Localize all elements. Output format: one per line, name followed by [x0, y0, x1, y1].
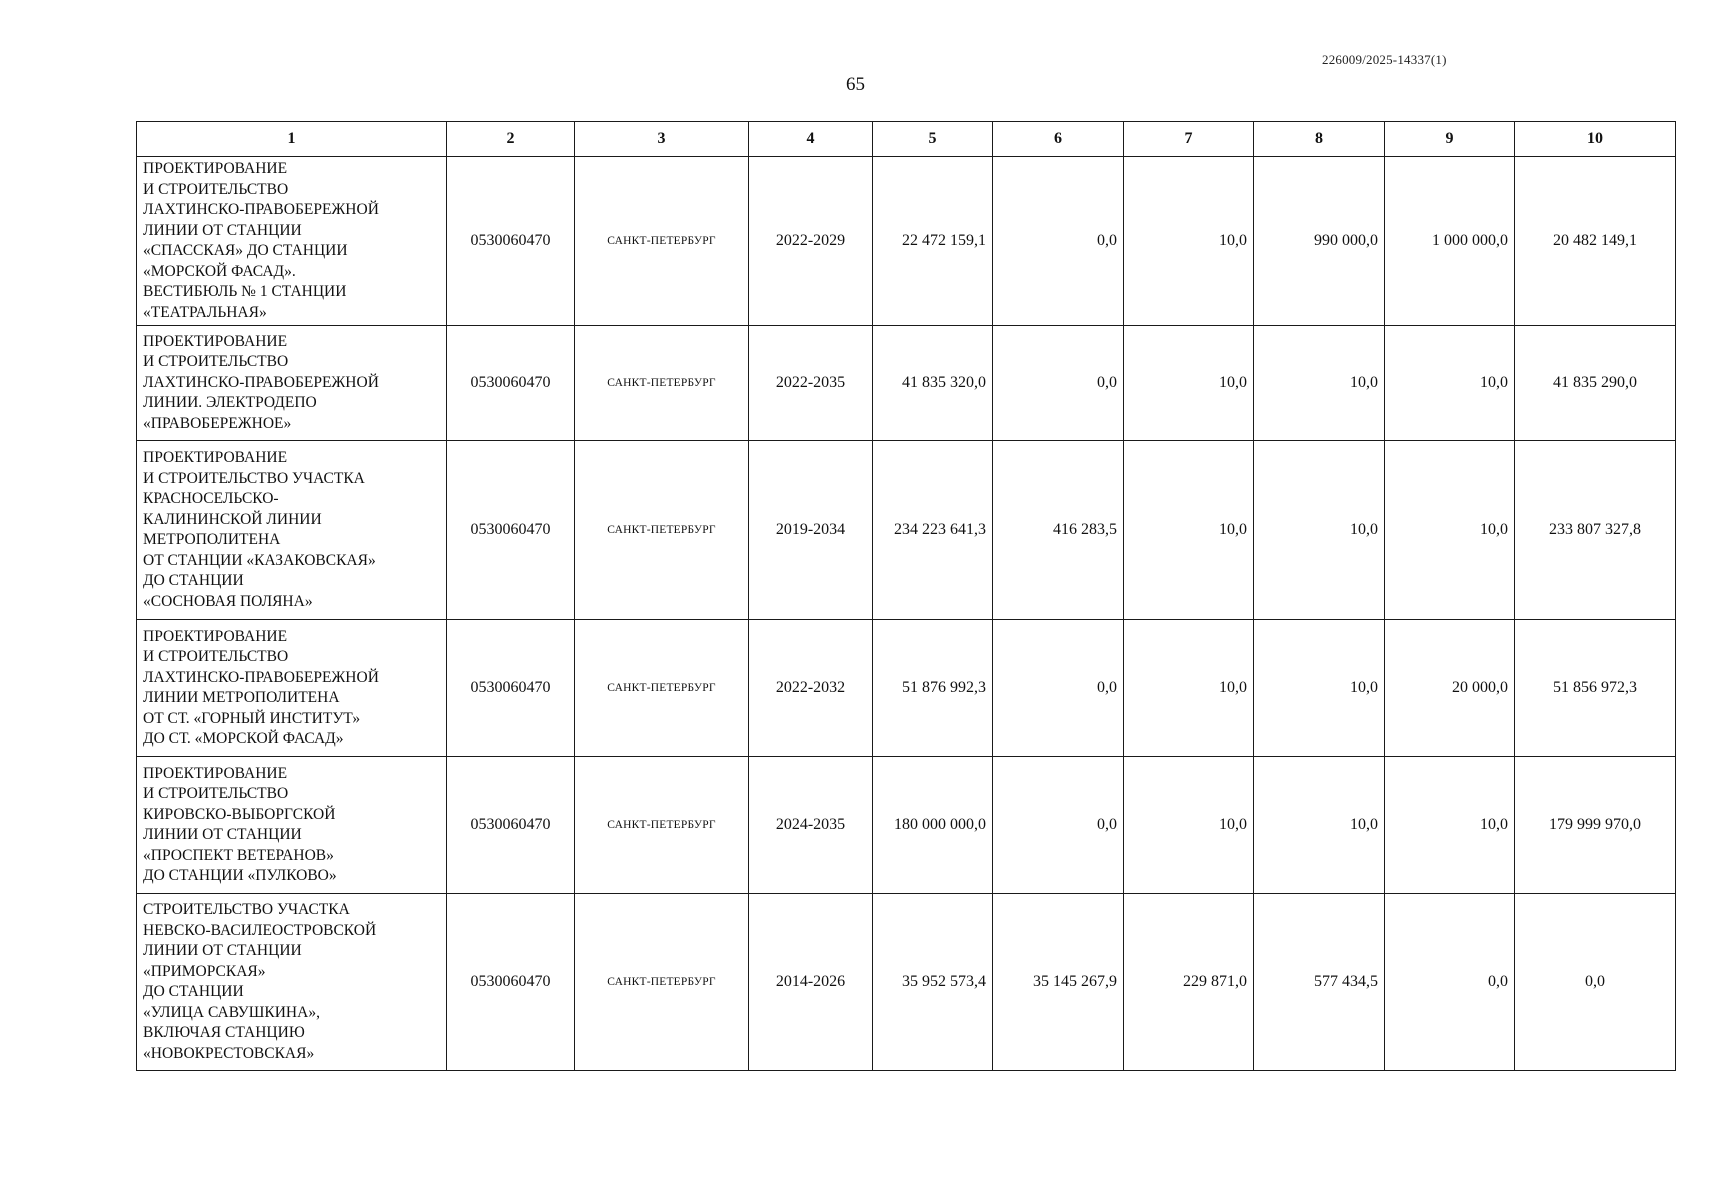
years-cell: 2022-2035: [749, 326, 873, 441]
project-name-line: ЛИНИИ МЕТРОПОЛИТЕНА: [143, 689, 340, 706]
value-cell-col5: 51 876 992,3: [873, 620, 993, 757]
column-header: 1: [137, 122, 447, 157]
value-cell-col6: 0,0: [993, 326, 1124, 441]
project-name-cell: [137, 326, 447, 441]
code-cell: 0530060470: [447, 157, 575, 326]
table-row: [137, 326, 1676, 441]
column-header: 6: [993, 122, 1124, 157]
value-cell-col5: 22 472 159,1: [873, 157, 993, 326]
project-name-line: ЛАХТИНСКО-ПРАВОБЕРЕЖНОЙ: [143, 373, 379, 391]
project-name-line: И СТРОИТЕЛЬСТВО: [143, 180, 289, 198]
column-header: 3: [575, 122, 749, 157]
value-cell-col10: 0,0: [1515, 894, 1676, 1071]
value-cell-col5: 35 952 573,4: [873, 894, 993, 1071]
code-cell: 0530060470: [447, 894, 575, 1071]
value-cell-col9: 20 000,0: [1385, 620, 1515, 757]
project-name-line: МЕТРОПОЛИТЕНА: [143, 531, 281, 548]
years-cell: 2022-2029: [749, 157, 873, 326]
value-cell-col9: 0,0: [1385, 894, 1515, 1071]
value-cell-col5: 234 223 641,3: [873, 441, 993, 620]
project-name-line: ЛИНИИ ОТ СТАНЦИИ: [143, 221, 302, 239]
project-name-line: ПРОЕКТИРОВАНИЕ: [143, 160, 288, 177]
code-cell: 0530060470: [447, 757, 575, 894]
region-cell: САНКТ-ПЕТЕРБУРГ: [575, 620, 749, 757]
value-cell-col7: 10,0: [1124, 326, 1254, 441]
project-name-line: ЛИНИИ ОТ СТАНЦИИ: [143, 826, 302, 843]
project-name-line: ОТ СТ. «ГОРНЫЙ ИНСТИТУТ»: [143, 709, 361, 727]
region-cell: САНКТ-ПЕТЕРБУРГ: [575, 441, 749, 620]
value-cell-col7: 10,0: [1124, 441, 1254, 620]
project-name-cell: [137, 894, 447, 1071]
column-header: 2: [447, 122, 575, 157]
project-name-line: НЕВСКО-ВАСИЛЕОСТРОВСКОЙ: [143, 921, 377, 939]
region-cell: САНКТ-ПЕТЕРБУРГ: [575, 757, 749, 894]
project-name-line: ВЕСТИБЮЛЬ № 1 СТАНЦИИ: [143, 283, 347, 300]
project-name-line: «СОСНОВАЯ ПОЛЯНА»: [143, 592, 313, 610]
project-name-line: КАЛИНИНСКОЙ ЛИНИИ: [143, 510, 322, 528]
years-cell: 2022-2032: [749, 620, 873, 757]
value-cell-col10: 179 999 970,0: [1515, 757, 1676, 894]
column-header: 4: [749, 122, 873, 157]
value-cell-col6: 0,0: [993, 757, 1124, 894]
value-cell-col6: 0,0: [993, 620, 1124, 757]
years-cell: 2014-2026: [749, 894, 873, 1071]
table-row: [137, 757, 1676, 894]
project-name-line: «ПРАВОБЕРЕЖНОЕ»: [143, 414, 292, 432]
project-name-line: ВКЛЮЧАЯ СТАНЦИЮ: [143, 1024, 305, 1041]
project-name-line: И СТРОИТЕЛЬСТВО УЧАСТКА: [143, 469, 365, 487]
column-header: 7: [1124, 122, 1254, 157]
project-name-line: ПРОЕКТИРОВАНИЕ: [143, 764, 288, 782]
value-cell-col10: 233 807 327,8: [1515, 441, 1676, 620]
project-name-line: ДО СТАНЦИИ «ПУЛКОВО»: [143, 867, 337, 884]
value-cell-col7: 229 871,0: [1124, 894, 1254, 1071]
project-name-line: ДО СТ. «МОРСКОЙ ФАСАД»: [143, 730, 344, 747]
project-name-line: ЛАХТИНСКО-ПРАВОБЕРЕЖНОЙ: [143, 201, 379, 218]
code-cell: 0530060470: [447, 441, 575, 620]
table-row: [137, 620, 1676, 757]
value-cell-col6: 416 283,5: [993, 441, 1124, 620]
column-header: 8: [1254, 122, 1385, 157]
table-row: [137, 157, 1676, 326]
column-header: 5: [873, 122, 993, 157]
project-name-line: ПРОЕКТИРОВАНИЕ: [143, 449, 288, 466]
project-name-line: И СТРОИТЕЛЬСТВО: [143, 648, 289, 665]
project-name-line: ДО СТАНЦИИ: [143, 572, 244, 589]
value-cell-col5: 180 000 000,0: [873, 757, 993, 894]
table-row: [137, 894, 1676, 1071]
project-name-line: КРАСНОСЕЛЬСКО-: [143, 490, 279, 507]
project-name-line: И СТРОИТЕЛЬСТВО: [143, 785, 289, 802]
code-cell: 0530060470: [447, 326, 575, 441]
value-cell-col8: 10,0: [1254, 326, 1385, 441]
project-name-line: «МОРСКОЙ ФАСАД».: [143, 262, 296, 280]
column-header: 10: [1515, 122, 1676, 157]
value-cell-col7: 10,0: [1124, 757, 1254, 894]
value-cell-col7: 10,0: [1124, 157, 1254, 326]
project-name-line: «СПАССКАЯ» ДО СТАНЦИИ: [143, 242, 348, 259]
value-cell-col10: 20 482 149,1: [1515, 157, 1676, 326]
table-header: [137, 122, 1676, 157]
value-cell-col6: 0,0: [993, 157, 1124, 326]
value-cell-col9: 10,0: [1385, 441, 1515, 620]
years-cell: 2024-2035: [749, 757, 873, 894]
project-name-line: ПРОЕКТИРОВАНИЕ: [143, 627, 288, 645]
value-cell-col8: 10,0: [1254, 620, 1385, 757]
region-cell: САНКТ-ПЕТЕРБУРГ: [575, 894, 749, 1071]
project-name-cell: [137, 620, 447, 757]
project-name-line: ЛИНИИ. ЭЛЕКТРОДЕПО: [143, 394, 317, 412]
value-cell-col8: 577 434,5: [1254, 894, 1385, 1071]
project-name-line: «НОВОКРЕСТОВСКАЯ»: [143, 1044, 315, 1062]
years-cell: 2019-2034: [749, 441, 873, 620]
region-cell: САНКТ-ПЕТЕРБУРГ: [575, 157, 749, 326]
value-cell-col9: 10,0: [1385, 326, 1515, 441]
project-name-cell: [137, 157, 447, 326]
value-cell-col8: 990 000,0: [1254, 157, 1385, 326]
table-body: [137, 157, 1676, 1071]
project-name-line: ЛАХТИНСКО-ПРАВОБЕРЕЖНОЙ: [143, 668, 379, 686]
value-cell-col6: 35 145 267,9: [993, 894, 1124, 1071]
value-cell-col7: 10,0: [1124, 620, 1254, 757]
project-name-line: «ПРИМОРСКАЯ»: [143, 962, 266, 980]
header-row: [137, 122, 1676, 157]
value-cell-col5: 41 835 320,0: [873, 326, 993, 441]
value-cell-col8: 10,0: [1254, 441, 1385, 620]
project-name-cell: [137, 757, 447, 894]
page-number: 65: [846, 74, 865, 95]
table-row: [137, 441, 1676, 620]
value-cell-col10: 41 835 290,0: [1515, 326, 1676, 441]
budget-table: [136, 121, 1676, 1071]
value-cell-col10: 51 856 972,3: [1515, 620, 1676, 757]
value-cell-col8: 10,0: [1254, 757, 1385, 894]
region-cell: САНКТ-ПЕТЕРБУРГ: [575, 326, 749, 441]
project-name-line: СТРОИТЕЛЬСТВО УЧАСТКА: [143, 901, 350, 918]
project-name-line: «ПРОСПЕКТ ВЕТЕРАНОВ»: [143, 846, 334, 864]
value-cell-col9: 10,0: [1385, 757, 1515, 894]
project-name-line: И СТРОИТЕЛЬСТВО: [143, 353, 289, 371]
code-cell: 0530060470: [447, 620, 575, 757]
project-name-line: ДО СТАНЦИИ: [143, 983, 244, 1000]
column-header: 9: [1385, 122, 1515, 157]
project-name-line: «УЛИЦА САВУШКИНА»,: [143, 1003, 320, 1021]
project-name-cell: [137, 441, 447, 620]
project-name-line: ПРОЕКТИРОВАНИЕ: [143, 332, 288, 350]
project-name-line: «ТЕАТРАЛЬНАЯ»: [143, 303, 267, 321]
project-name-line: ЛИНИИ ОТ СТАНЦИИ: [143, 942, 302, 959]
project-name-line: ОТ СТАНЦИИ «КАЗАКОВСКАЯ»: [143, 551, 376, 569]
document-number: 226009/2025-14337(1): [1322, 52, 1447, 67]
project-name-line: КИРОВСКО-ВЫБОРГСКОЙ: [143, 805, 336, 823]
value-cell-col9: 1 000 000,0: [1385, 157, 1515, 326]
